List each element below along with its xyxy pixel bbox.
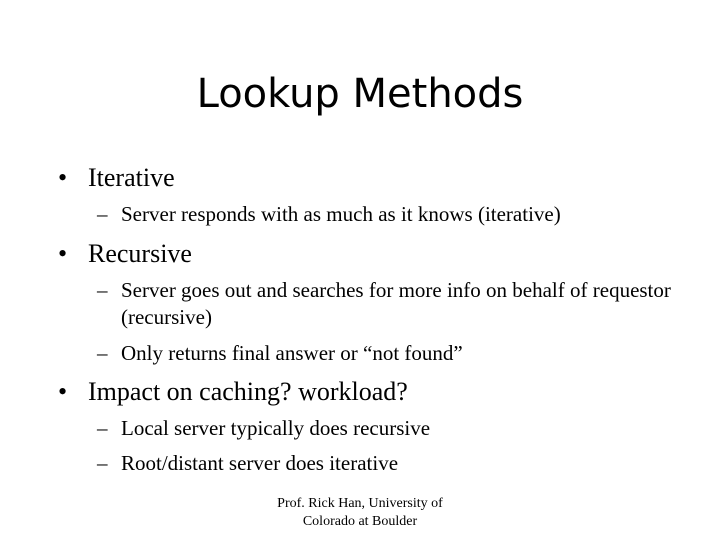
bullet-dot-icon: • [58, 239, 68, 268]
footer-line-1: Prof. Rick Han, University of [277, 496, 443, 511]
sub-bullet-text: Server responds with as much as it knows (iterative) [121, 202, 561, 226]
footer-line-2: Colorado at Boulder [302, 514, 418, 529]
dash-icon: – [97, 278, 108, 302]
bullet-text: Impact on caching? workload? [88, 377, 408, 406]
slide-title: Lookup Methods [196, 71, 524, 117]
dash-icon: – [97, 416, 108, 440]
sub-bullet-text: Only returns final answer or “not found” [121, 341, 463, 365]
bullet-dot-icon: • [58, 163, 68, 192]
slide-footer [240, 495, 480, 531]
bullet-text: Recursive [88, 239, 192, 268]
dash-icon: – [97, 451, 108, 475]
sub-bullet-text: Local server typically does recursive [121, 416, 431, 440]
sub-bullet-text: Root/distant server does iterative [121, 451, 399, 475]
dash-icon: – [97, 202, 108, 226]
bullet-text: Iterative [88, 163, 175, 192]
sub-bullet-text: Server goes out and searches for more info on behalf of requestor (recursive) [121, 278, 671, 329]
dash-icon: – [97, 341, 108, 365]
bullet-dot-icon: • [58, 377, 68, 406]
